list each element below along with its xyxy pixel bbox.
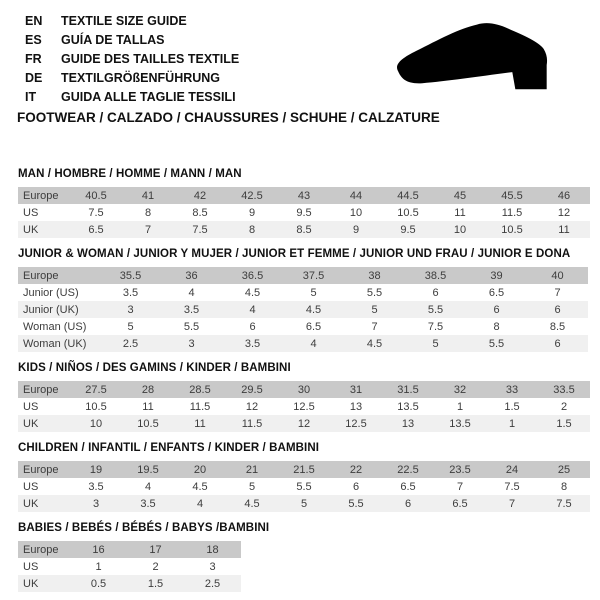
size-value-cell: 10 (453, 223, 467, 236)
language-code: EN (25, 14, 43, 28)
size-value-cell: 7.5 (88, 206, 104, 219)
size-value-cell: 10.5 (501, 223, 523, 236)
size-value-cell: 46 (557, 189, 571, 202)
table-row (18, 461, 590, 478)
table-row (18, 495, 590, 512)
table-row (18, 381, 590, 398)
size-value-cell: 33 (505, 383, 519, 396)
language-code: DE (25, 71, 43, 85)
language-row (25, 53, 239, 66)
language-label: GUIDA ALLE TAGLIE TESSILI (61, 90, 236, 104)
size-value-cell: 5.5 (348, 497, 364, 510)
size-value-cell: 36.5 (241, 269, 264, 282)
size-value-cell: 7 (456, 480, 464, 493)
table-row (18, 478, 590, 495)
size-value-cell: 31.5 (397, 383, 419, 396)
size-value-cell: 8.5 (549, 320, 566, 333)
size-value-cell: 8.5 (192, 206, 208, 219)
size-value-cell: 0.5 (90, 577, 107, 590)
row-label: US (23, 400, 39, 413)
row-label: Junior (US) (23, 286, 79, 299)
size-value-cell: 37.5 (302, 269, 325, 282)
size-value-cell: 12.5 (293, 400, 315, 413)
language-label: TEXTILGRÖßENFÜHRUNG (61, 71, 221, 85)
row-label: US (23, 480, 39, 493)
category-line: FOOTWEAR / CALZADO / CHAUSSURES / SCHUHE / CALZATURE (17, 110, 440, 125)
size-value-cell: 7.5 (192, 223, 208, 236)
table-row (18, 415, 590, 432)
size-value-cell: 31 (349, 383, 363, 396)
size-value-cell: 5.5 (296, 480, 312, 493)
size-value-cell: 44.5 (397, 189, 419, 202)
size-value-cell: 38 (368, 269, 381, 282)
size-value-cell: 19 (89, 463, 103, 476)
size-value-cell: 11 (558, 223, 570, 236)
size-value-cell: 10.5 (85, 400, 107, 413)
size-value-cell: 2 (560, 400, 568, 413)
size-value-cell: 38.5 (424, 269, 447, 282)
size-value-cell: 45.5 (501, 189, 523, 202)
language-label: TEXTILE SIZE GUIDE (61, 14, 187, 28)
size-value-cell: 16 (92, 543, 105, 556)
size-value-cell: 1.5 (556, 417, 572, 430)
size-value-cell: 7 (508, 497, 516, 510)
language-row (25, 72, 239, 85)
size-value-cell: 43 (297, 189, 311, 202)
size-value-cell: 19.5 (137, 463, 159, 476)
size-value-cell: 3 (209, 560, 216, 573)
size-value-cell: 3.5 (140, 497, 156, 510)
size-value-cell: 13 (349, 400, 363, 413)
size-value-cell: 4.5 (366, 337, 383, 350)
size-value-cell: 33.5 (553, 383, 575, 396)
size-value-cell: 13.5 (397, 400, 419, 413)
size-value-cell: 1.5 (147, 577, 164, 590)
language-code: ES (25, 33, 42, 47)
size-value-cell: 11 (194, 417, 206, 430)
size-value-cell: 11 (454, 206, 466, 219)
size-value-cell: 10.5 (397, 206, 419, 219)
size-value-cell: 39 (490, 269, 503, 282)
row-label: Woman (US) (23, 320, 87, 333)
size-value-cell: 22.5 (397, 463, 419, 476)
size-value-cell: 5.5 (183, 320, 200, 333)
size-value-cell: 6.5 (88, 223, 104, 236)
row-label: Woman (UK) (23, 337, 87, 350)
size-value-cell: 3 (188, 337, 195, 350)
size-value-cell: 23.5 (449, 463, 471, 476)
table-row (18, 575, 241, 592)
size-value-cell: 25 (557, 463, 571, 476)
size-value-cell: 13 (401, 417, 415, 430)
size-value-cell: 45 (453, 189, 467, 202)
size-value-cell: 20 (193, 463, 207, 476)
size-value-cell: 6.5 (305, 320, 322, 333)
size-value-cell: 8 (144, 206, 152, 219)
size-value-cell: 11.5 (189, 400, 211, 413)
size-value-cell: 6.5 (400, 480, 416, 493)
size-value-cell: 28 (141, 383, 155, 396)
size-value-cell: 5 (371, 303, 378, 316)
size-value-cell: 44 (349, 189, 363, 202)
size-value-cell: 5 (310, 286, 317, 299)
size-value-cell: 12 (245, 400, 259, 413)
size-value-cell: 4 (310, 337, 317, 350)
size-value-cell: 36 (185, 269, 198, 282)
size-value-cell: 30 (297, 383, 311, 396)
size-value-cell: 8 (493, 320, 500, 333)
size-value-cell: 6.5 (452, 497, 468, 510)
size-value-cell: 24 (505, 463, 519, 476)
row-label: US (23, 206, 39, 219)
size-value-cell: 17 (149, 543, 162, 556)
row-label: Europe (23, 463, 59, 476)
size-value-cell: 5 (300, 497, 308, 510)
table-row (18, 541, 241, 558)
row-label: US (23, 560, 39, 573)
shoe-icon (392, 20, 576, 104)
section-title: MAN / HOMBRE / HOMME / MANN / MAN (18, 168, 242, 180)
size-value-cell: 8 (560, 480, 568, 493)
size-value-cell: 4 (188, 286, 195, 299)
section-title: KIDS / NIÑOS / DES GAMINS / KINDER / BAMBINI (18, 362, 291, 374)
size-value-cell: 8.5 (296, 223, 312, 236)
size-value-cell: 5 (248, 480, 256, 493)
size-value-cell: 35.5 (119, 269, 142, 282)
table-row (18, 187, 590, 204)
size-value-cell: 9.5 (296, 206, 312, 219)
size-value-cell: 3.5 (122, 286, 139, 299)
table-row (18, 204, 590, 221)
size-value-cell: 29.5 (241, 383, 263, 396)
row-label: Junior (UK) (23, 303, 79, 316)
table-row (18, 221, 590, 238)
size-value-cell: 13.5 (449, 417, 471, 430)
size-value-cell: 5 (127, 320, 134, 333)
size-value-cell: 27.5 (85, 383, 107, 396)
size-value-cell: 6 (493, 303, 500, 316)
language-row (25, 15, 239, 28)
size-value-cell: 5 (432, 337, 439, 350)
size-value-cell: 4.5 (192, 480, 208, 493)
size-value-cell: 1.5 (504, 400, 520, 413)
table-row (18, 301, 588, 318)
row-label: Europe (23, 269, 59, 282)
size-value-cell: 7 (554, 286, 561, 299)
size-value-cell: 2 (152, 560, 159, 573)
size-value-cell: 3.5 (244, 337, 261, 350)
size-value-cell: 1 (456, 400, 464, 413)
size-value-cell: 12.5 (345, 417, 367, 430)
size-value-cell: 21 (245, 463, 259, 476)
size-value-cell: 32 (453, 383, 467, 396)
size-value-cell: 6 (352, 480, 360, 493)
size-value-cell: 11.5 (241, 417, 263, 430)
size-section (18, 522, 592, 592)
size-value-cell: 42.5 (241, 189, 263, 202)
language-code: IT (25, 90, 37, 104)
size-value-cell: 10.5 (137, 417, 159, 430)
row-label: UK (23, 497, 39, 510)
section-title: JUNIOR & WOMAN / JUNIOR Y MUJER / JUNIOR ET FEMME / JUNIOR UND FRAU / JUNIOR E DONA (18, 248, 571, 260)
size-value-cell: 10 (89, 417, 103, 430)
row-label: Europe (23, 189, 59, 202)
size-value-cell: 41 (141, 189, 155, 202)
language-row (25, 91, 239, 104)
row-label: UK (23, 577, 39, 590)
size-value-cell: 11 (142, 400, 154, 413)
row-label: UK (23, 223, 39, 236)
section-title: BABIES / BEBÉS / BÉBÉS / BABYS /BAMBINI (18, 522, 270, 534)
size-value-cell: 3 (92, 497, 100, 510)
size-table (18, 187, 590, 238)
table-row (18, 267, 588, 284)
size-section (18, 248, 592, 352)
size-value-cell: 6 (554, 303, 561, 316)
table-row (18, 318, 588, 335)
size-value-cell: 1 (95, 560, 102, 573)
size-value-cell: 3.5 (183, 303, 200, 316)
size-value-cell: 4 (196, 497, 204, 510)
size-value-cell: 9 (352, 223, 360, 236)
size-section (18, 168, 592, 238)
row-label: Europe (23, 383, 59, 396)
size-section (18, 442, 592, 512)
row-label: UK (23, 417, 39, 430)
size-value-cell: 1 (508, 417, 516, 430)
size-value-cell: 6 (554, 337, 561, 350)
size-value-cell: 7.5 (556, 497, 572, 510)
size-value-cell: 4 (249, 303, 256, 316)
size-value-cell: 4.5 (244, 286, 261, 299)
language-list (25, 15, 239, 110)
language-label: GUÍA DE TALLAS (61, 33, 165, 47)
table-row (18, 398, 590, 415)
size-value-cell: 6 (249, 320, 256, 333)
size-value-cell: 6 (432, 286, 439, 299)
size-value-cell: 4.5 (305, 303, 322, 316)
size-value-cell: 12 (557, 206, 571, 219)
size-table (18, 381, 590, 432)
size-value-cell: 40.5 (85, 189, 107, 202)
size-value-cell: 11.5 (501, 206, 523, 219)
size-value-cell: 3.5 (88, 480, 104, 493)
language-code: FR (25, 52, 42, 66)
size-value-cell: 3 (127, 303, 134, 316)
size-value-cell: 4 (144, 480, 152, 493)
language-row (25, 34, 239, 47)
table-row (18, 558, 241, 575)
size-value-cell: 4.5 (244, 497, 260, 510)
size-value-cell: 18 (206, 543, 219, 556)
size-value-cell: 9.5 (400, 223, 416, 236)
row-label: Europe (23, 543, 59, 556)
size-value-cell: 5.5 (427, 303, 444, 316)
size-sections (18, 168, 592, 600)
table-row (18, 284, 588, 301)
size-value-cell: 28.5 (189, 383, 211, 396)
language-label: GUIDE DES TAILLES TEXTILE (61, 52, 240, 66)
section-title: CHILDREN / INFANTIL / ENFANTS / KINDER / BAMBINI (18, 442, 320, 454)
size-value-cell: 22 (349, 463, 363, 476)
size-value-cell: 21.5 (293, 463, 315, 476)
table-row (18, 335, 588, 352)
size-value-cell: 2.5 (204, 577, 221, 590)
size-section (18, 362, 592, 432)
size-value-cell: 40 (551, 269, 564, 282)
size-value-cell: 2.5 (122, 337, 139, 350)
size-value-cell: 6 (404, 497, 412, 510)
size-value-cell: 6.5 (488, 286, 505, 299)
size-value-cell: 8 (248, 223, 256, 236)
size-value-cell: 7.5 (427, 320, 444, 333)
size-value-cell: 7 (144, 223, 152, 236)
size-value-cell: 9 (248, 206, 256, 219)
size-value-cell: 12 (297, 417, 311, 430)
size-value-cell: 7.5 (504, 480, 520, 493)
size-table (18, 267, 588, 352)
size-value-cell: 7 (371, 320, 378, 333)
size-table (18, 461, 590, 512)
size-value-cell: 5.5 (366, 286, 383, 299)
size-value-cell: 5.5 (488, 337, 505, 350)
size-value-cell: 10 (349, 206, 363, 219)
size-table (18, 541, 241, 592)
size-value-cell: 42 (193, 189, 207, 202)
